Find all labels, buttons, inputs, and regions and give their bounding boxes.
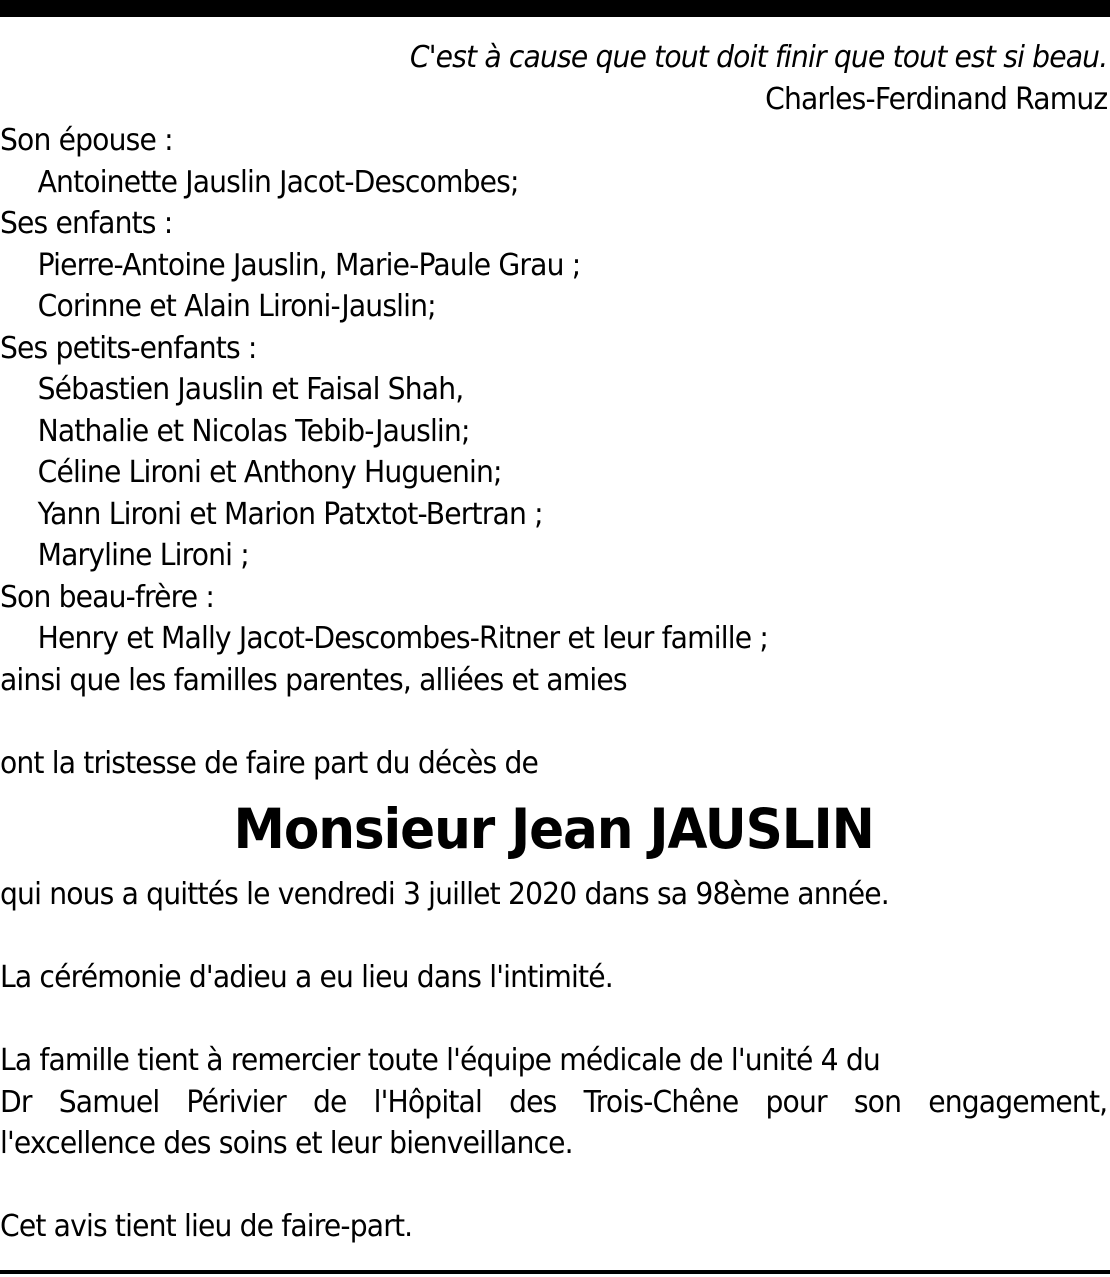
spacer [0,916,1107,958]
justified-word: Trois-Chêne [583,1084,739,1120]
brother-in-law-label: Son beau-frère : [0,579,215,615]
date-of-death: qui nous a quittés le vendredi 3 juillet 2020 dans sa 98ème année. [0,877,889,912]
spouse-label: Son épouse : [0,123,173,158]
top-rule [0,0,1110,17]
grandchild-entry: Yann Lironi et Marion Patxtot-Bertran ; [37,496,543,532]
thanks-line: l'excellence des soins et leur bienveillance. [0,1126,573,1161]
grandchild-entry: Sébastien Jauslin et Faisal Shah, [37,372,464,407]
epigraph-quote: C'est à cause que tout doit finir que tout est si beau. [409,40,1108,75]
justified-word: Périvier [186,1084,286,1120]
justified-word: des [509,1084,557,1120]
spouse-name: Antoinette Jauslin Jacot-Descombes; [37,164,519,200]
thanks-line: La famille tient à remercier toute l'équipe médicale de l'unité 4 du [0,1043,880,1078]
justified-word: pour [765,1084,827,1120]
grandchild-entry: Nathalie et Nicolas Tebib-Jauslin; [37,413,470,449]
grandchildren-label: Ses petits-enfants : [0,330,257,366]
spacer [0,1165,1107,1207]
justified-word: de [312,1084,347,1120]
brother-in-law-name: Henry et Mally Jacot-Descombes-Ritner et leur famille ; [37,621,768,656]
obituary-notice [0,37,1107,1248]
bottom-rule [0,1270,1110,1274]
children-label: Ses enfants : [0,206,173,241]
thanks-line-justified [0,1082,1107,1124]
child-entry: Corinne et Alain Lironi-Jauslin; [37,289,436,324]
justified-word: Dr [0,1084,32,1120]
deceased-name: Monsieur Jean JAUSLIN [233,797,874,861]
spacer [0,701,1107,743]
child-entry: Pierre-Antoine Jauslin, Marie-Paule Grau ; [37,247,581,283]
ceremony-note: La cérémonie d'adieu a eu lieu dans l'intimité. [0,960,613,995]
justified-word: engagement, [928,1084,1108,1120]
grandchild-entry: Maryline Lironi ; [37,538,249,573]
closing-note: Cet avis tient lieu de faire-part. [0,1209,413,1244]
grandchild-entry: Céline Lironi et Anthony Huguenin; [37,455,502,490]
announcement-intro: ont la tristesse de faire part du décès de [0,745,539,781]
spacer [0,999,1107,1041]
epigraph-author: Charles-Ferdinand Ramuz [765,81,1108,117]
justified-word: Samuel [58,1084,160,1120]
justified-word: l'Hôpital [373,1084,482,1120]
justified-word: son [853,1084,902,1120]
other-families: ainsi que les familles parentes, alliées et amies [0,662,627,698]
